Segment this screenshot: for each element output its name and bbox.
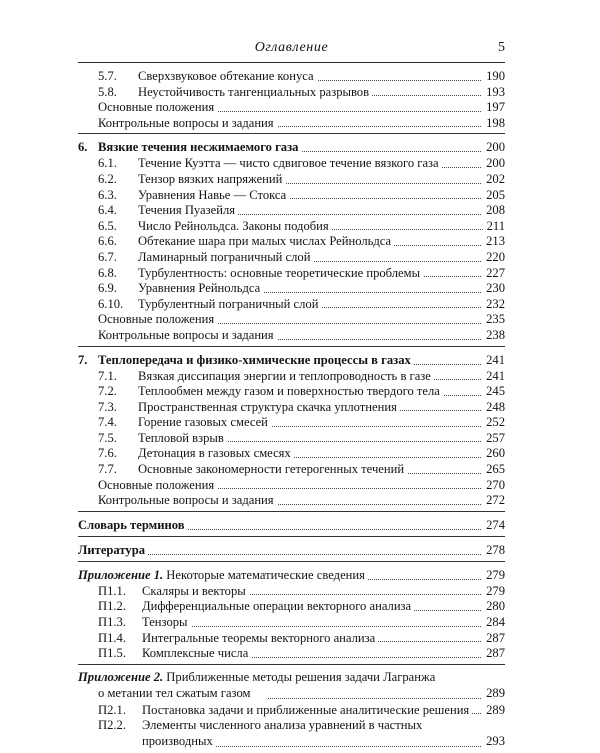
toc-section-heading: [78, 542, 505, 559]
toc-block-chapter-6: [78, 139, 505, 346]
toc-appendix-label: Приложение 1.: [78, 567, 164, 582]
toc-entry-page: 252: [482, 415, 505, 431]
toc-entry-number: П1.2.: [98, 599, 126, 614]
toc-section-page: 274: [482, 517, 505, 534]
toc-appendix-page: 289: [482, 686, 505, 702]
toc-entry-title: Вязкая диссипация энергии и теплопроводность в газе: [138, 368, 431, 383]
toc-entry-title: Основные положения: [98, 478, 217, 494]
toc-chapter-heading: [78, 352, 505, 369]
toc-entry: [78, 188, 505, 204]
toc-entry-title: Основные закономерности гетерогенных течений: [138, 462, 405, 477]
toc-block-literature: [78, 542, 505, 562]
toc-entry-title: Постановка задачи и приближенные аналитические решения: [142, 702, 470, 717]
toc-chapter-title: Вязкие течения несжимаемого газа: [98, 140, 299, 155]
toc-entry: [78, 431, 505, 447]
toc-entry-page: 293: [482, 734, 505, 750]
toc-entry-title: Уравнения Рейнольдса: [138, 281, 261, 296]
toc-entry-title: Число Рейнольдса. Законы подобия: [138, 218, 329, 233]
toc-entry-number: 6.10.: [98, 296, 124, 311]
toc-entry-number: 7.6.: [98, 446, 117, 461]
toc-entry: [78, 369, 505, 385]
toc-entry-title: Основные положения: [98, 100, 217, 116]
toc-entry-page: 208: [482, 203, 505, 219]
toc-entry-title: Контрольные вопросы и задания: [98, 493, 277, 509]
toc-entry-page: 198: [482, 116, 505, 132]
toc-entry-title-line2: производных: [142, 734, 216, 750]
toc-entry-number: 7.5.: [98, 430, 117, 445]
toc-entry: [78, 203, 505, 219]
toc-entry-number: 7.1.: [98, 368, 117, 383]
toc-entry-title: Комплексные числа: [142, 646, 249, 661]
toc-section-title: Литература: [78, 542, 148, 559]
toc-entry: [78, 400, 505, 416]
toc-entry: [78, 446, 505, 462]
toc-entry-number: 7.7.: [98, 462, 117, 477]
toc-entry-page: 289: [482, 703, 505, 719]
toc-entry-page: 280: [482, 599, 505, 615]
toc-appendix-title: Приближенные методы решения задачи Лагранжа: [166, 669, 436, 684]
toc-entry-page: 284: [482, 615, 505, 631]
toc-entry-page: 245: [482, 384, 505, 400]
toc-section-heading: [78, 517, 505, 534]
toc-entry: [78, 281, 505, 297]
toc-entry-title: Сверхзвуковое обтекание конуса: [138, 69, 314, 83]
toc-block-chapter-5-tail: [78, 69, 505, 134]
toc-chapter-title: Теплопередача и физико-химические процессы в газах: [98, 352, 411, 367]
toc-block-glossary: [78, 517, 505, 537]
toc-entry-title: Турбулентность: основные теоретические проблемы: [138, 265, 421, 280]
toc-entry-number: П2.2.: [98, 718, 126, 733]
toc-entry-title: Течение Куэтта — чисто сдвиговое течение вязкого газа: [138, 156, 439, 171]
toc-entry: [78, 631, 505, 647]
table-of-contents: [78, 69, 505, 753]
toc-entry-page: 260: [482, 446, 505, 462]
toc-entry: [78, 615, 505, 631]
toc-appendix-title-line2: о метании тел сжатым газом: [98, 686, 253, 702]
toc-entry: [78, 718, 505, 751]
toc-entry-title: Обтекание шара при малых числах Рейнольдса: [138, 234, 392, 249]
toc-entry-page: 257: [482, 431, 505, 447]
toc-entry-page: 287: [482, 646, 505, 662]
running-header: [78, 40, 505, 63]
toc-entry: [78, 493, 505, 509]
toc-entry: [78, 85, 505, 101]
toc-entry: [78, 478, 505, 494]
toc-entry-page: 230: [482, 281, 505, 297]
running-header-title: Оглавление: [254, 40, 329, 55]
toc-entry-title: Пространственная структура скачка уплотнения: [138, 399, 397, 414]
toc-section-page: 278: [482, 542, 505, 559]
toc-block-chapter-7: [78, 352, 505, 512]
toc-entry-title: Тепловой взрыв: [138, 430, 224, 445]
toc-entry-title: Горение газовых смесей: [138, 415, 268, 430]
toc-chapter-heading: [78, 139, 505, 156]
toc-entry-title: Скаляры и векторы: [142, 583, 246, 598]
toc-entry: [78, 250, 505, 266]
toc-entry-number: П1.1.: [98, 583, 126, 598]
toc-entry-number: 6.9.: [98, 281, 117, 296]
toc-section-title: Словарь терминов: [78, 517, 188, 534]
toc-entry-title: Ламинарный пограничный слой: [138, 249, 311, 264]
toc-entry: [78, 312, 505, 328]
toc-entry: [78, 156, 505, 172]
toc-entry: [78, 584, 505, 600]
toc-entry-page: 227: [482, 266, 505, 282]
toc-chapter-page: 241: [482, 352, 505, 369]
toc-entry-page: 272: [482, 493, 505, 509]
toc-entry-page: 279: [482, 584, 505, 600]
toc-entry: [78, 703, 505, 719]
toc-chapter-number: 6.: [78, 140, 88, 155]
toc-entry-page: 197: [482, 100, 505, 116]
toc-entry-title: Тензоры: [142, 615, 188, 630]
toc-entry-page: 213: [482, 234, 505, 250]
toc-appendix-title: Некоторые математические сведения: [166, 567, 365, 582]
toc-entry-number: П1.4.: [98, 630, 126, 645]
toc-entry: [78, 599, 505, 615]
toc-entry-number: 6.6.: [98, 234, 117, 249]
toc-entry: [78, 328, 505, 344]
toc-entry-title: Течения Пуазейля: [138, 203, 236, 218]
toc-appendix-page: 279: [482, 567, 505, 584]
toc-entry-title: Элементы численного анализа уравнений в частных: [142, 718, 423, 733]
toc-entry-number: 5.8.: [98, 84, 117, 99]
toc-entry-title: Тензор вязких напряжений: [138, 171, 283, 186]
toc-entry: [78, 462, 505, 478]
toc-entry-page: 248: [482, 400, 505, 416]
toc-chapter-number: 7.: [78, 352, 88, 367]
toc-entry-number: П2.1.: [98, 702, 126, 717]
toc-appendix-label: Приложение 2.: [78, 669, 164, 684]
toc-entry: [78, 234, 505, 250]
toc-entry-number: 6.3.: [98, 187, 117, 202]
toc-entry-page: 190: [482, 69, 505, 85]
toc-entry-number: 6.8.: [98, 265, 117, 280]
toc-entry-title: Интегральные теоремы векторного анализа: [142, 630, 376, 645]
toc-entry-number: 6.4.: [98, 203, 117, 218]
toc-entry-page: 270: [482, 478, 505, 494]
toc-entry: [78, 172, 505, 188]
toc-entry-number: 6.7.: [98, 249, 117, 264]
toc-entry: [78, 219, 505, 235]
toc-chapter-page: 200: [482, 139, 505, 156]
toc-entry: [78, 415, 505, 431]
toc-entry: [78, 69, 505, 85]
toc-entry-title: Дифференциальные операции векторного анализа: [142, 599, 412, 614]
running-header-page-number: 5: [498, 40, 505, 55]
toc-entry: [78, 646, 505, 662]
toc-entry-title: Контрольные вопросы и задания: [98, 328, 277, 344]
toc-block-appendix-2: [78, 670, 505, 753]
toc-entry-title: Детонация в газовых смесях: [138, 446, 291, 461]
toc-entry-number: 7.4.: [98, 415, 117, 430]
toc-block-appendix-1: [78, 567, 505, 665]
toc-entry-page: 235: [482, 312, 505, 328]
toc-entry-title: Основные положения: [98, 312, 217, 328]
toc-entry-title: Теплообмен между газом и поверхностью твердого тела: [138, 384, 440, 399]
toc-entry: [78, 116, 505, 132]
toc-entry: [78, 297, 505, 313]
toc-entry-number: 5.7.: [98, 69, 117, 83]
toc-entry-title: Уравнения Навье — Стокса: [138, 187, 287, 202]
toc-entry: [78, 100, 505, 116]
toc-entry-page: 241: [482, 369, 505, 385]
toc-entry-title: Контрольные вопросы и задания: [98, 116, 277, 132]
toc-entry-page: 200: [482, 156, 505, 172]
toc-entry-number: П1.5.: [98, 646, 126, 661]
toc-entry-page: 205: [482, 188, 505, 204]
toc-entry-number: 6.2.: [98, 171, 117, 186]
toc-entry-page: 238: [482, 328, 505, 344]
toc-entry-page: 202: [482, 172, 505, 188]
toc-entry-page: 211: [483, 219, 505, 235]
toc-entry-page: 287: [482, 631, 505, 647]
toc-entry-number: 7.3.: [98, 399, 117, 414]
toc-entry-page: 232: [482, 297, 505, 313]
toc-entry-number: 6.1.: [98, 156, 117, 171]
toc-entry-page: 265: [482, 462, 505, 478]
toc-entry-title: Неустойчивость тангенциальных разрывов: [138, 84, 370, 99]
toc-entry-title: Турбулентный пограничный слой: [138, 296, 319, 311]
toc-entry-number: 6.5.: [98, 218, 117, 233]
toc-entry: [78, 384, 505, 400]
toc-entry-number: П1.3.: [98, 615, 126, 630]
toc-entry: [78, 266, 505, 282]
toc-appendix-heading: [78, 567, 505, 584]
toc-entry-number: 7.2.: [98, 384, 117, 399]
toc-entry-page: 193: [482, 85, 505, 101]
toc-entry-page: 220: [482, 250, 505, 266]
toc-appendix-heading: [78, 670, 505, 703]
